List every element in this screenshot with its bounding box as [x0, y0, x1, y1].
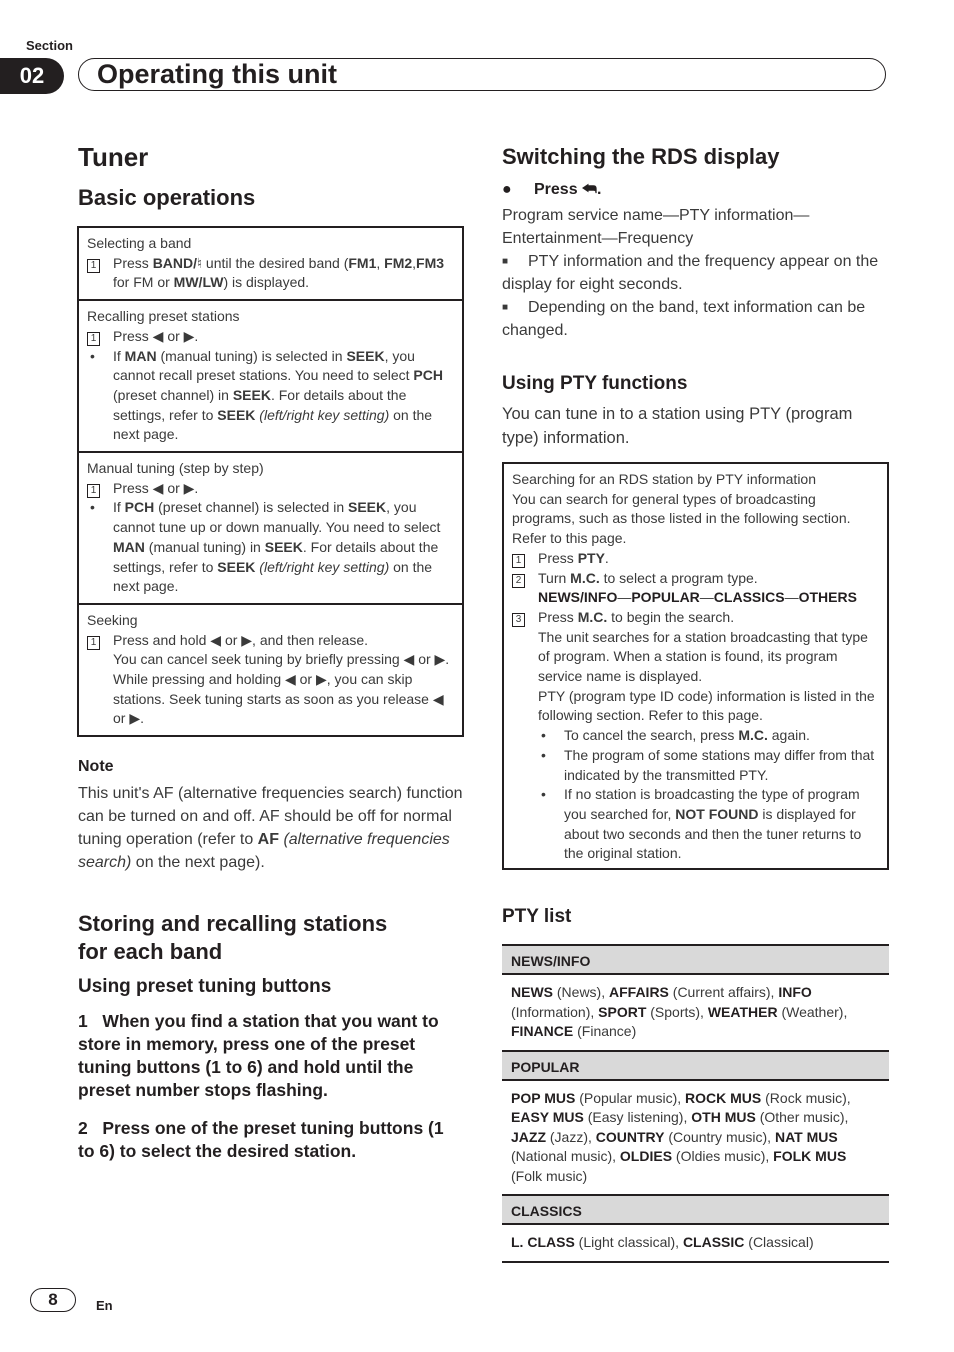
- return-icon: ⮪: [582, 181, 597, 198]
- step-number: 1: [87, 259, 100, 273]
- recalling-preset-cell: Recalling preset stations 1 Press ◀ or ▶. • If MAN (manual tuning) is selected in SEEK, you cannot recall preset stations. You need to select PCH (preset channel) in SEEK. For details about the settings, refer to SEEK (left/right key setting) on the next page.: [79, 299, 462, 451]
- pty-functions-heading: Using PTY functions: [502, 373, 688, 394]
- cell-caption: Searching for an RDS station by PTY information: [512, 471, 817, 487]
- tuner-heading: Tuner: [78, 142, 149, 172]
- seeking-cell: [79, 603, 462, 735]
- pty-group-header: POPULAR: [502, 1050, 889, 1081]
- pty-functions-intro: You can tune in to a station using PTY (program type) information.: [502, 405, 853, 447]
- step-text: Press ◀ or ▶.: [113, 327, 199, 344]
- section-number: 02: [0, 58, 64, 94]
- bullet-text: If no station is broadcasting the type of program you searched for, NOT FOUND is displayed for about two seconds and then the tuner returns to the original station.: [564, 786, 862, 862]
- pty-list-table: [502, 944, 889, 1263]
- step-number: 1: [87, 484, 100, 498]
- bullet-text: If MAN (manual tuning) is selected in SEEK, you cannot recall preset stations. You need to select PCH (preset channel) in SEEK. For details about the settings, refer to SEEK (left/right key setting) on the next page.: [113, 347, 443, 443]
- step-number: 1: [87, 332, 100, 346]
- pty-group-items: POP MUS (Popular music), ROCK MUS (Rock music), EASY MUS (Easy listening), OTH MUS (Other music), JAZZ (Jazz), COUNTRY (Country music), NAT MUS (National music), OLDIES (Oldies music), FOLK MUS (Folk music): [511, 1089, 851, 1184]
- note-text: This unit's AF (alternative frequencies search) function can be turned on and off. AF should be off for normal tuning operation (refer to AF (alternative frequencies search) on the next page).: [78, 785, 463, 871]
- step-text: Press BAND/♮ until the desired band (FM1, FM2,FM3 for FM or MW/LW) is displayed.: [113, 254, 445, 291]
- pty-search-cell: [504, 464, 887, 870]
- cell-caption: Recalling preset stations: [87, 308, 240, 325]
- note-title: Note: [78, 758, 114, 775]
- pty-group-items: NEWS (News), AFFAIRS (Current affairs), INFO (Information), SPORT (Sports), WEATHER (Weather), FINANCE (Finance): [511, 984, 848, 1039]
- cell-caption: Manual tuning (step by step): [87, 460, 264, 477]
- step-number: 3: [512, 613, 525, 627]
- manual-tuning-cell: Manual tuning (step by step) 1 Press ◀ or ▶. • If PCH (preset channel) is selected in SEEK, you cannot tune up or down manually. You need to select MAN (manual tuning) in SEEK. For details about the settings, refer to SEEK (left/right key setting) on the next page.: [79, 451, 462, 603]
- step-text: Press ◀ or ▶.: [113, 479, 199, 496]
- step-text: Turn M.C. to select a program type. NEWS/INFO—POPULAR—CLASSICS—OTHERS: [538, 569, 857, 606]
- basic-operations-heading: Basic operations: [78, 185, 256, 210]
- preset-buttons-heading: Using preset tuning buttons: [78, 976, 332, 997]
- language-label: En: [96, 1298, 113, 1313]
- storing-heading: Storing and recalling stations for each band: [78, 911, 388, 964]
- cell-caption: Seeking: [87, 611, 138, 628]
- search-intro: You can search for general types of broadcasting programs, such as those listed in the following section. Refer to this page.: [512, 490, 851, 547]
- section-label: Section: [26, 38, 73, 53]
- step-number: 2: [512, 574, 525, 588]
- step-text: Press and hold ◀ or ▶, and then release. You can cancel seek tuning by briefly pressing ◀ or ▶. While pressing and holding ◀ or ▶, you can skip stations. Seek tuning starts as soon as you release ◀ or ▶.: [113, 631, 450, 727]
- rds-heading: Switching the RDS display: [502, 144, 780, 169]
- step-2: 2 Press one of the preset tuning buttons (1 to 6) to select the desired station.: [78, 1118, 444, 1161]
- selecting-band-cell: [79, 228, 462, 299]
- pty-group-header: CLASSICS: [502, 1194, 889, 1225]
- rds-note-1: ■ PTY information and the frequency appear on the display for eight seconds.: [502, 253, 879, 293]
- step-number: 1: [512, 554, 525, 568]
- page-number: 8: [30, 1288, 76, 1312]
- basic-operations-box: [77, 226, 464, 737]
- rds-sequence-text: Program service name—PTY information—Entertainment—Frequency: [502, 207, 810, 247]
- rds-press-step: ● Press ⮪.: [502, 181, 602, 198]
- chapter-title: Operating this unit: [78, 58, 886, 91]
- step-text: Press M.C. to begin the search. The unit searches for a station broadcasting that type of program. When a station is found, its program service name is displayed. PTY (program type ID code) information is listed in the following section. Refer to this page. • To cancel the search, press M.C. again. • The program of some stations may differ from that indicated by the transmitted PTY. • If no station is broadcasting the type of program you searched for, NOT FOUND is displayed for about two seconds and then the tuner returns to the original station.: [538, 608, 879, 864]
- bullet-text: To cancel the search, press M.C. again.: [564, 727, 810, 744]
- pty-list-heading: PTY list: [502, 906, 572, 927]
- pty-group-items: L. CLASS (Light classical), CLASSIC (Classical): [511, 1234, 814, 1250]
- step-1: 1 When you find a station that you want to store in memory, press one of the preset tuning buttons (1 to 6) and hold until the preset number stops flashing.: [78, 1011, 439, 1100]
- pty-search-box: [502, 462, 889, 870]
- step-number: 1: [87, 636, 100, 650]
- pty-group-header: NEWS/INFO: [502, 944, 889, 975]
- bullet-text: The program of some stations may differ from that indicated by the transmitted PTY.: [564, 746, 875, 783]
- rds-note-2: ■ Depending on the band, text information can be changed.: [502, 299, 866, 339]
- step-text: Press PTY.: [538, 549, 609, 566]
- bullet-text: If PCH (preset channel) is selected in SEEK, you cannot tune up or down manually. You need to select MAN (manual tuning) in SEEK. For details about the settings, refer to SEEK (left/right key setting) on the next page.: [113, 499, 441, 595]
- cell-caption: Selecting a band: [87, 235, 192, 251]
